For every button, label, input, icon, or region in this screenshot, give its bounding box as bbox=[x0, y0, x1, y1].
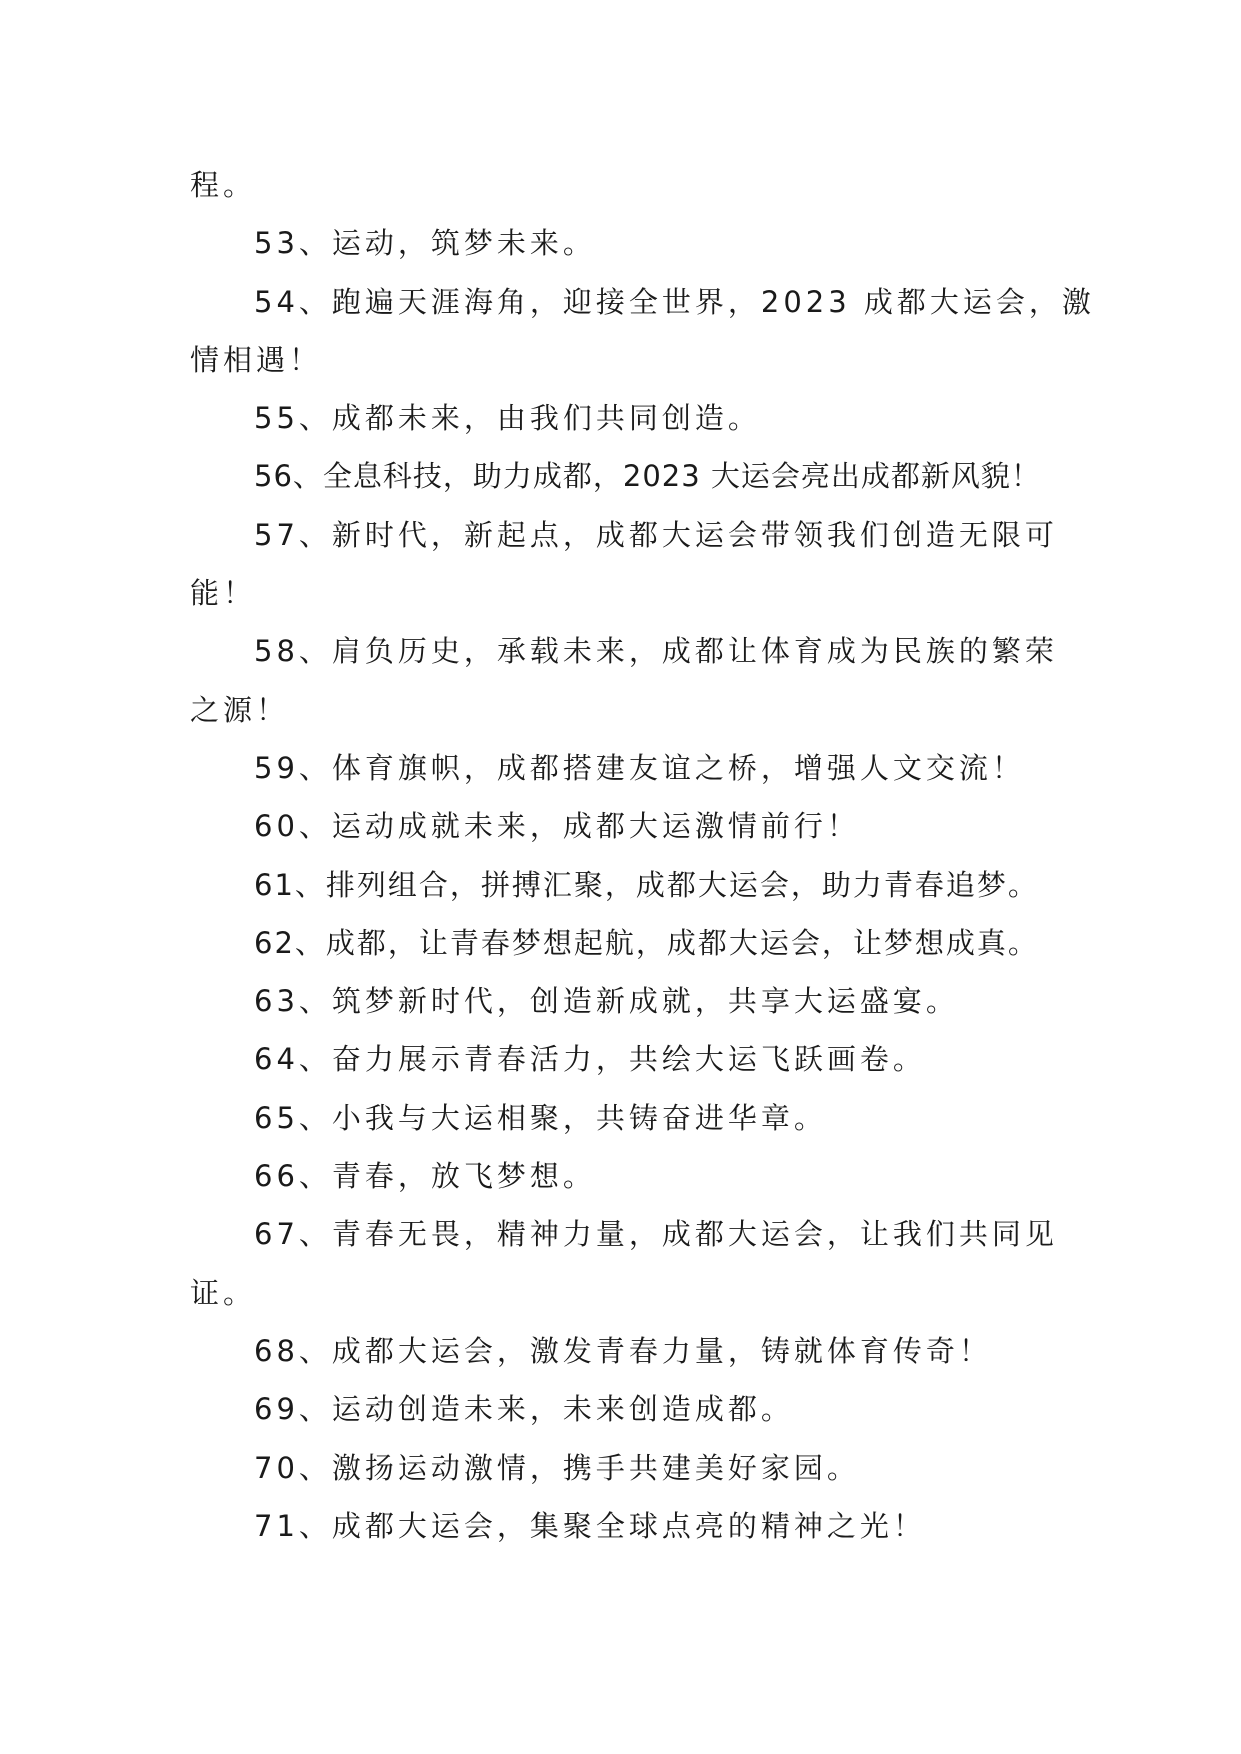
text-line: 之源！ bbox=[190, 692, 290, 727]
text-line: 56、全息科技，助力成都，2023 大运会亮出成都新风貌！ bbox=[254, 459, 1041, 494]
text-line: 55、成都未来，由我们共同创造。 bbox=[254, 401, 761, 436]
text-line: 60、运动成就未来，成都大运激情前行！ bbox=[254, 809, 860, 844]
text-line: 能！ bbox=[190, 576, 257, 611]
text-line: 62、成都，让青春梦想起航，成都大运会，让梦想成真。 bbox=[254, 925, 1039, 960]
text-line: 66、青春，放飞梦想。 bbox=[254, 1159, 596, 1194]
text-line: 68、成都大运会，激发青春力量，铸就体育传奇！ bbox=[254, 1333, 992, 1368]
text-line: 64、奋力展示青春活力，共绘大运飞跃画卷。 bbox=[254, 1042, 926, 1077]
text-line: 65、小我与大运相聚，共铸奋进华章。 bbox=[254, 1100, 827, 1135]
text-line: 57、新时代，新起点，成都大运会带领我们创造无限可 bbox=[254, 517, 1058, 552]
text-line: 53、运动，筑梦未来。 bbox=[254, 226, 596, 261]
text-line: 情相遇！ bbox=[190, 342, 323, 377]
text-line: 69、运动创造未来，未来创造成都。 bbox=[254, 1392, 794, 1427]
text-line: 61、排列组合，拼搏汇聚，成都大运会，助力青春追梦。 bbox=[254, 867, 1039, 902]
text-line: 58、肩负历史，承载未来，成都让体育成为民族的繁荣 bbox=[254, 634, 1058, 669]
document-body bbox=[190, 156, 1095, 1555]
text-line: 71、成都大运会，集聚全球点亮的精神之光！ bbox=[254, 1508, 926, 1543]
text-line: 程。 bbox=[190, 168, 257, 202]
text-line: 63、筑梦新时代，创造新成就，共享大运盛宴。 bbox=[254, 984, 959, 1019]
text-line: 54、跑遍天涯海角，迎接全世界，2023 成都大运会，激 bbox=[254, 284, 1095, 319]
text-line: 59、体育旗帜，成都搭建友谊之桥，增强人文交流！ bbox=[254, 750, 1025, 785]
text-line: 67、青春无畏，精神力量，成都大运会，让我们共同见 bbox=[254, 1217, 1058, 1252]
text-line: 70、激扬运动激情，携手共建美好家园。 bbox=[254, 1450, 860, 1485]
text-line: 证。 bbox=[190, 1275, 257, 1310]
